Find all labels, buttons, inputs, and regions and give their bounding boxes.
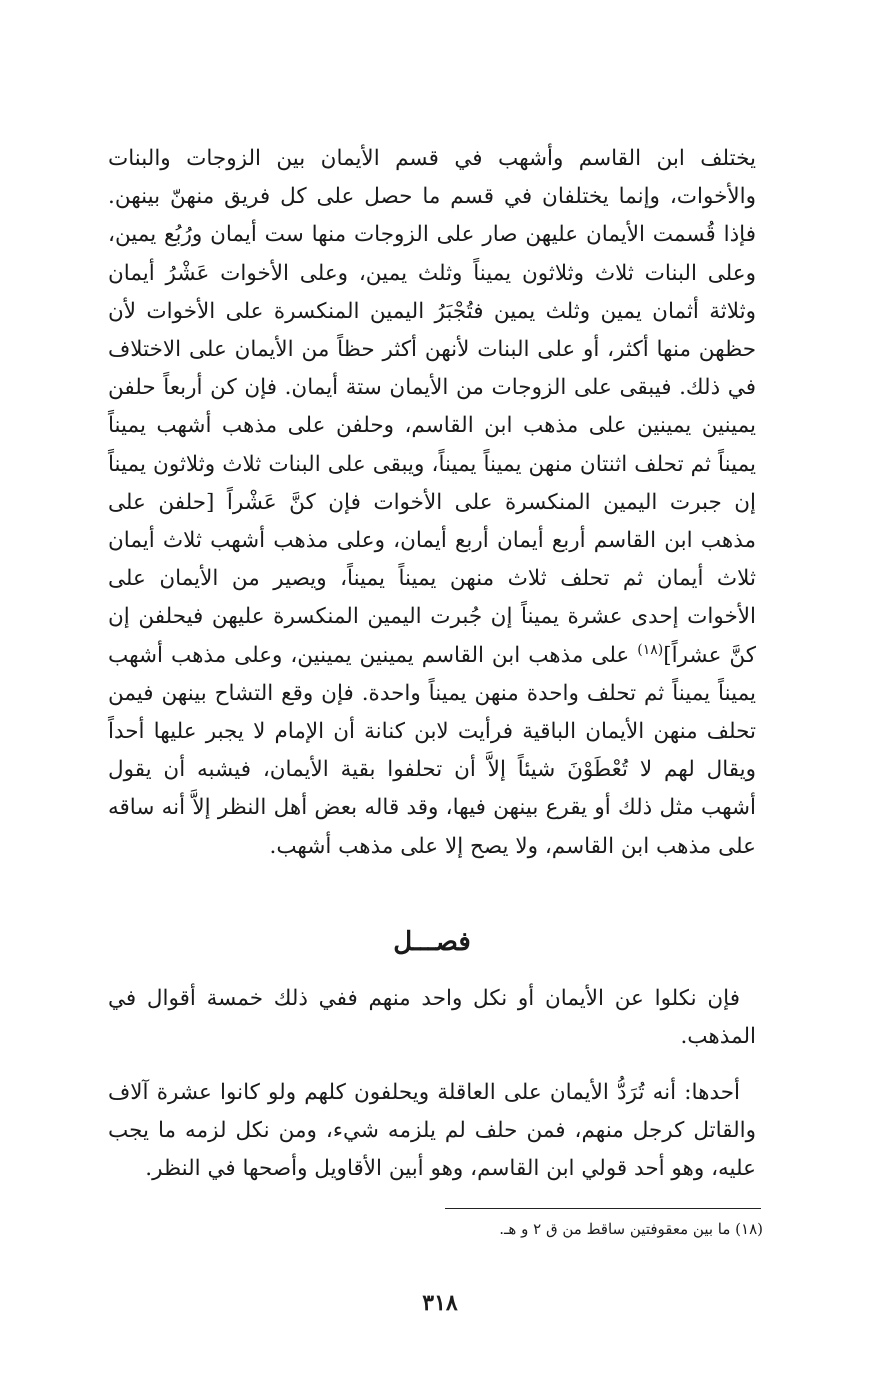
page-number: ٣١٨ [422, 1290, 458, 1316]
footnote-divider [445, 1208, 761, 1209]
section-heading: فصـــل [393, 927, 471, 957]
footnote: (١٨) ما بين معقوفتين ساقط من ق ٢ و هـ. [499, 1220, 763, 1238]
body-text-part-1: يختلف ابن القاسم وأشهب في قسم الأيمان بين الزوجات والبنات والأخوات، وإنما يختلفان في قسم ما حصل على كل فريق منهنّ بينهن. فإذا قُسمت الأيمان عليهن صار على الزوجات منها ست أيمان ورُبُع يمين، وعلى البنات ثلاث وثلاثون يميناً وثلث يمين، وعلى الأخوات عَشْرُ أيمان وثلاثة أثمان يمين وثلث يمين فتُجْبَرُ اليمين المنكسرة على الأخوات لأن حظهن منها أكثر، أو على البنات لأنهن أكثر حظاً من الأيمان على الاختلاف في ذلك. فيبقى على الزوجات من الأيمان ستة أيمان. فإن كن أربعاً حلفن يمينين يمينين على مذهب ابن القاسم، وحلفن على مذهب أشهب يميناً يميناً ثم تحلف اثنتان منهن يميناً يميناً، ويبقى على البنات ثلاث وثلاثون يميناً إن جبرت اليمين المنكسرة على الأخوات فإن كنَّ عَشْراً [حلفن على مذهب ابن القاسم أربع أيمان أربع أيمان، وعلى مذهب أشهب ثلاث أيمان ثلاث أيمان ثم تحلف ثلاث منهن يميناً يميناً، ويصير من الأيمان على الأخوات إحدى عشرة يميناً إن جُبرت اليمين المنكسرة عليهن فيحلفن إن كنَّ عشراً] [108, 146, 756, 668]
body-paragraph [108, 140, 756, 866]
body-text-part-2: على مذهب ابن القاسم يمينين يمينين، وعلى مذهب أشهب يميناً يميناً ثم تحلف واحدة منهن يميناً واحدة. فإن وقع التشاح بينهن فيمن تحلف منهن الأيمان الباقية فرأيت لابن كنانة أن الإمام لا يجبر عليها أحداً ويقال لهم لا تُعْطَوْنَ شيئاً إلاَّ أن تحلفوا بقية الأيمان، فيشبه أن يقول أشهب مثل ذلك أو يقرع بينهن فيها، وقد قاله بعض أهل النظر إلاَّ أنه ساقه على مذهب ابن القاسم، ولا يصح إلا على مذهب أشهب. [108, 642, 756, 859]
first-opinion-paragraph: أحدها: أنه تُرَدُّ الأيمان على العاقلة ويحلفون كلهم ولو كانوا عشرة آلاف والقاتل كرجل منهم، فمن حلف لم يلزمه شيء، ومن نكل لزمه ما يجب عليه، وهو أحد قولي ابن القاسم، وهو أبين الأقاويل وأصحها في النظر. [108, 1080, 756, 1182]
footnote-reference[interactable]: (١٨) [637, 641, 664, 658]
section-intro-paragraph: فإن نكلوا عن الأيمان أو نكل واحد منهم ففي ذلك خمسة أقوال في المذهب. [108, 986, 756, 1050]
